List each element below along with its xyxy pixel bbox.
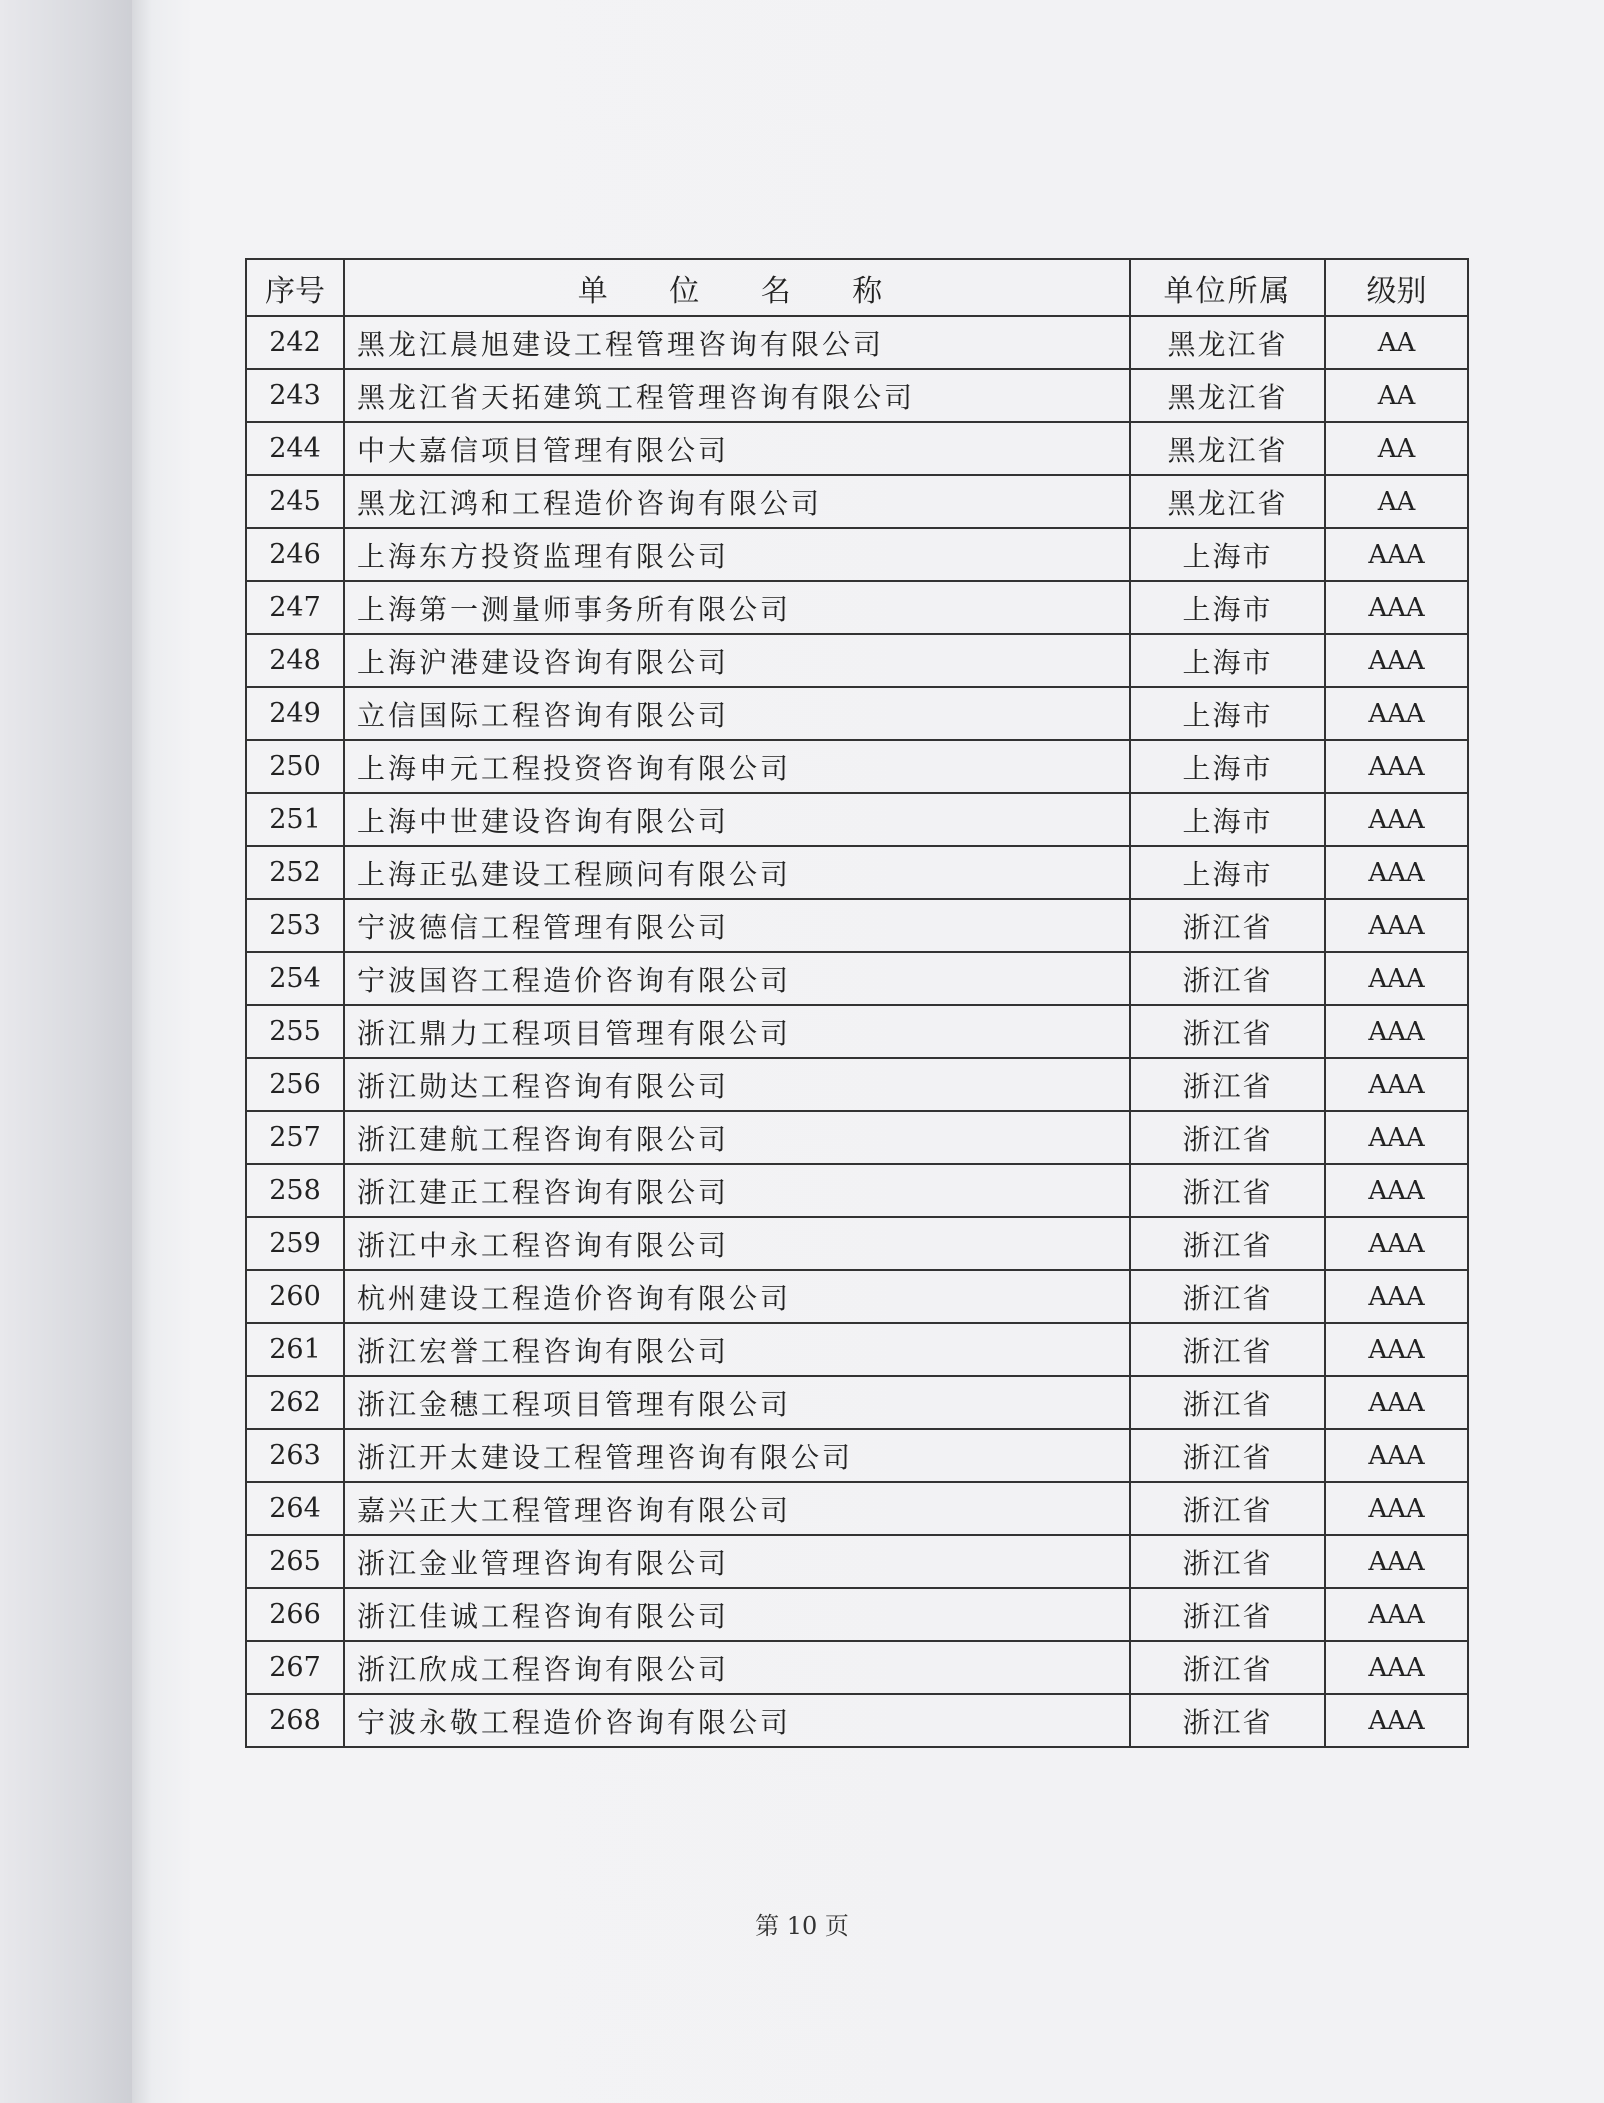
cell-level: AAA bbox=[1325, 1535, 1468, 1588]
cell-name: 浙江勋达工程咨询有限公司 bbox=[344, 1058, 1130, 1111]
cell-name: 浙江鼎力工程项目管理有限公司 bbox=[344, 1005, 1130, 1058]
cell-num: 260 bbox=[246, 1270, 344, 1323]
cell-num: 254 bbox=[246, 952, 344, 1005]
cell-region: 上海市 bbox=[1130, 528, 1325, 581]
cell-level: AAA bbox=[1325, 1482, 1468, 1535]
cell-num: 265 bbox=[246, 1535, 344, 1588]
cell-level: AAA bbox=[1325, 1376, 1468, 1429]
cell-level: AAA bbox=[1325, 952, 1468, 1005]
header-level: 级别 bbox=[1325, 259, 1468, 316]
cell-name: 中大嘉信项目管理有限公司 bbox=[344, 422, 1130, 475]
table-row bbox=[246, 846, 1468, 899]
cell-level: AAA bbox=[1325, 1694, 1468, 1747]
cell-name: 浙江金业管理咨询有限公司 bbox=[344, 1535, 1130, 1588]
cell-num: 248 bbox=[246, 634, 344, 687]
cell-name: 上海第一测量师事务所有限公司 bbox=[344, 581, 1130, 634]
table-row bbox=[246, 1164, 1468, 1217]
table-row bbox=[246, 581, 1468, 634]
cell-name: 浙江金穗工程项目管理有限公司 bbox=[344, 1376, 1130, 1429]
cell-num: 256 bbox=[246, 1058, 344, 1111]
cell-name: 浙江欣成工程咨询有限公司 bbox=[344, 1641, 1130, 1694]
header-region: 单位所属 bbox=[1130, 259, 1325, 316]
cell-region: 浙江省 bbox=[1130, 1535, 1325, 1588]
cell-name: 浙江建正工程咨询有限公司 bbox=[344, 1164, 1130, 1217]
cell-name: 宁波国咨工程造价咨询有限公司 bbox=[344, 952, 1130, 1005]
cell-level: AAA bbox=[1325, 1588, 1468, 1641]
cell-region: 浙江省 bbox=[1130, 952, 1325, 1005]
cell-num: 268 bbox=[246, 1694, 344, 1747]
table-row bbox=[246, 1376, 1468, 1429]
cell-level: AAA bbox=[1325, 1429, 1468, 1482]
table-row bbox=[246, 1323, 1468, 1376]
table-body bbox=[246, 316, 1468, 1747]
table-row bbox=[246, 422, 1468, 475]
cell-name: 浙江建航工程咨询有限公司 bbox=[344, 1111, 1130, 1164]
cell-num: 252 bbox=[246, 846, 344, 899]
company-table bbox=[245, 258, 1469, 1748]
cell-num: 263 bbox=[246, 1429, 344, 1482]
table-row bbox=[246, 1429, 1468, 1482]
cell-level: AA bbox=[1325, 369, 1468, 422]
cell-num: 264 bbox=[246, 1482, 344, 1535]
table-row bbox=[246, 316, 1468, 369]
cell-name: 黑龙江省天拓建筑工程管理咨询有限公司 bbox=[344, 369, 1130, 422]
cell-region: 浙江省 bbox=[1130, 1376, 1325, 1429]
table-row bbox=[246, 1535, 1468, 1588]
cell-level: AAA bbox=[1325, 1005, 1468, 1058]
cell-region: 浙江省 bbox=[1130, 1058, 1325, 1111]
cell-region: 上海市 bbox=[1130, 740, 1325, 793]
cell-level: AAA bbox=[1325, 1164, 1468, 1217]
binding-edge bbox=[0, 0, 150, 2103]
cell-level: AA bbox=[1325, 316, 1468, 369]
cell-region: 黑龙江省 bbox=[1130, 316, 1325, 369]
cell-level: AAA bbox=[1325, 1058, 1468, 1111]
cell-num: 250 bbox=[246, 740, 344, 793]
cell-name: 浙江宏誉工程咨询有限公司 bbox=[344, 1323, 1130, 1376]
cell-region: 浙江省 bbox=[1130, 1588, 1325, 1641]
cell-region: 浙江省 bbox=[1130, 1164, 1325, 1217]
cell-num: 266 bbox=[246, 1588, 344, 1641]
table-row bbox=[246, 1005, 1468, 1058]
cell-num: 247 bbox=[246, 581, 344, 634]
cell-num: 245 bbox=[246, 475, 344, 528]
cell-level: AAA bbox=[1325, 581, 1468, 634]
cell-name: 浙江佳诚工程咨询有限公司 bbox=[344, 1588, 1130, 1641]
cell-num: 257 bbox=[246, 1111, 344, 1164]
cell-region: 浙江省 bbox=[1130, 1005, 1325, 1058]
cell-num: 258 bbox=[246, 1164, 344, 1217]
table-row bbox=[246, 1111, 1468, 1164]
table-row bbox=[246, 528, 1468, 581]
cell-name: 浙江开太建设工程管理咨询有限公司 bbox=[344, 1429, 1130, 1482]
cell-region: 黑龙江省 bbox=[1130, 369, 1325, 422]
cell-name: 黑龙江鸿和工程造价咨询有限公司 bbox=[344, 475, 1130, 528]
cell-level: AAA bbox=[1325, 740, 1468, 793]
cell-region: 浙江省 bbox=[1130, 1429, 1325, 1482]
table-row bbox=[246, 899, 1468, 952]
cell-level: AAA bbox=[1325, 899, 1468, 952]
table-row bbox=[246, 793, 1468, 846]
cell-num: 244 bbox=[246, 422, 344, 475]
cell-level: AAA bbox=[1325, 1641, 1468, 1694]
cell-region: 浙江省 bbox=[1130, 1482, 1325, 1535]
cell-region: 浙江省 bbox=[1130, 1323, 1325, 1376]
cell-region: 浙江省 bbox=[1130, 1641, 1325, 1694]
cell-level: AA bbox=[1325, 422, 1468, 475]
table-row bbox=[246, 1217, 1468, 1270]
cell-level: AAA bbox=[1325, 1270, 1468, 1323]
cell-level: AAA bbox=[1325, 634, 1468, 687]
cell-num: 242 bbox=[246, 316, 344, 369]
cell-num: 267 bbox=[246, 1641, 344, 1694]
table-row bbox=[246, 1694, 1468, 1747]
cell-region: 上海市 bbox=[1130, 581, 1325, 634]
table-row bbox=[246, 1641, 1468, 1694]
cell-num: 253 bbox=[246, 899, 344, 952]
cell-name: 上海申元工程投资咨询有限公司 bbox=[344, 740, 1130, 793]
cell-name: 上海正弘建设工程顾问有限公司 bbox=[344, 846, 1130, 899]
cell-region: 浙江省 bbox=[1130, 1694, 1325, 1747]
cell-level: AA bbox=[1325, 475, 1468, 528]
cell-region: 浙江省 bbox=[1130, 1270, 1325, 1323]
cell-region: 上海市 bbox=[1130, 687, 1325, 740]
cell-num: 262 bbox=[246, 1376, 344, 1429]
cell-level: AAA bbox=[1325, 687, 1468, 740]
table-row bbox=[246, 369, 1468, 422]
cell-region: 浙江省 bbox=[1130, 1111, 1325, 1164]
cell-num: 246 bbox=[246, 528, 344, 581]
cell-name: 杭州建设工程造价咨询有限公司 bbox=[344, 1270, 1130, 1323]
cell-region: 上海市 bbox=[1130, 793, 1325, 846]
cell-name: 立信国际工程咨询有限公司 bbox=[344, 687, 1130, 740]
cell-name: 宁波德信工程管理有限公司 bbox=[344, 899, 1130, 952]
cell-name: 上海沪港建设咨询有限公司 bbox=[344, 634, 1130, 687]
table-row bbox=[246, 952, 1468, 1005]
page-number: 第 10 页 bbox=[755, 1912, 849, 1940]
cell-name: 上海东方投资监理有限公司 bbox=[344, 528, 1130, 581]
cell-level: AAA bbox=[1325, 1323, 1468, 1376]
cell-region: 上海市 bbox=[1130, 846, 1325, 899]
cell-region: 黑龙江省 bbox=[1130, 475, 1325, 528]
cell-num: 243 bbox=[246, 369, 344, 422]
cell-region: 浙江省 bbox=[1130, 899, 1325, 952]
cell-region: 浙江省 bbox=[1130, 1217, 1325, 1270]
cell-num: 249 bbox=[246, 687, 344, 740]
table-row bbox=[246, 634, 1468, 687]
header-name: 单 位 名 称 bbox=[344, 259, 1130, 316]
cell-level: AAA bbox=[1325, 528, 1468, 581]
cell-region: 黑龙江省 bbox=[1130, 422, 1325, 475]
header-num: 序号 bbox=[246, 259, 344, 316]
table-row bbox=[246, 1058, 1468, 1111]
cell-level: AAA bbox=[1325, 793, 1468, 846]
cell-level: AAA bbox=[1325, 846, 1468, 899]
cell-level: AAA bbox=[1325, 1217, 1468, 1270]
table-row bbox=[246, 1482, 1468, 1535]
table-row bbox=[246, 687, 1468, 740]
cell-name: 宁波永敬工程造价咨询有限公司 bbox=[344, 1694, 1130, 1747]
cell-region: 上海市 bbox=[1130, 634, 1325, 687]
cell-name: 嘉兴正大工程管理咨询有限公司 bbox=[344, 1482, 1130, 1535]
cell-num: 255 bbox=[246, 1005, 344, 1058]
cell-num: 261 bbox=[246, 1323, 344, 1376]
cell-num: 251 bbox=[246, 793, 344, 846]
table-header-row bbox=[246, 259, 1468, 316]
table-row bbox=[246, 1270, 1468, 1323]
cell-num: 259 bbox=[246, 1217, 344, 1270]
cell-name: 黑龙江晨旭建设工程管理咨询有限公司 bbox=[344, 316, 1130, 369]
table-row bbox=[246, 740, 1468, 793]
table-row bbox=[246, 1588, 1468, 1641]
cell-level: AAA bbox=[1325, 1111, 1468, 1164]
document-page bbox=[132, 0, 1604, 2103]
cell-name: 上海中世建设咨询有限公司 bbox=[344, 793, 1130, 846]
table-row bbox=[246, 475, 1468, 528]
cell-name: 浙江中永工程咨询有限公司 bbox=[344, 1217, 1130, 1270]
